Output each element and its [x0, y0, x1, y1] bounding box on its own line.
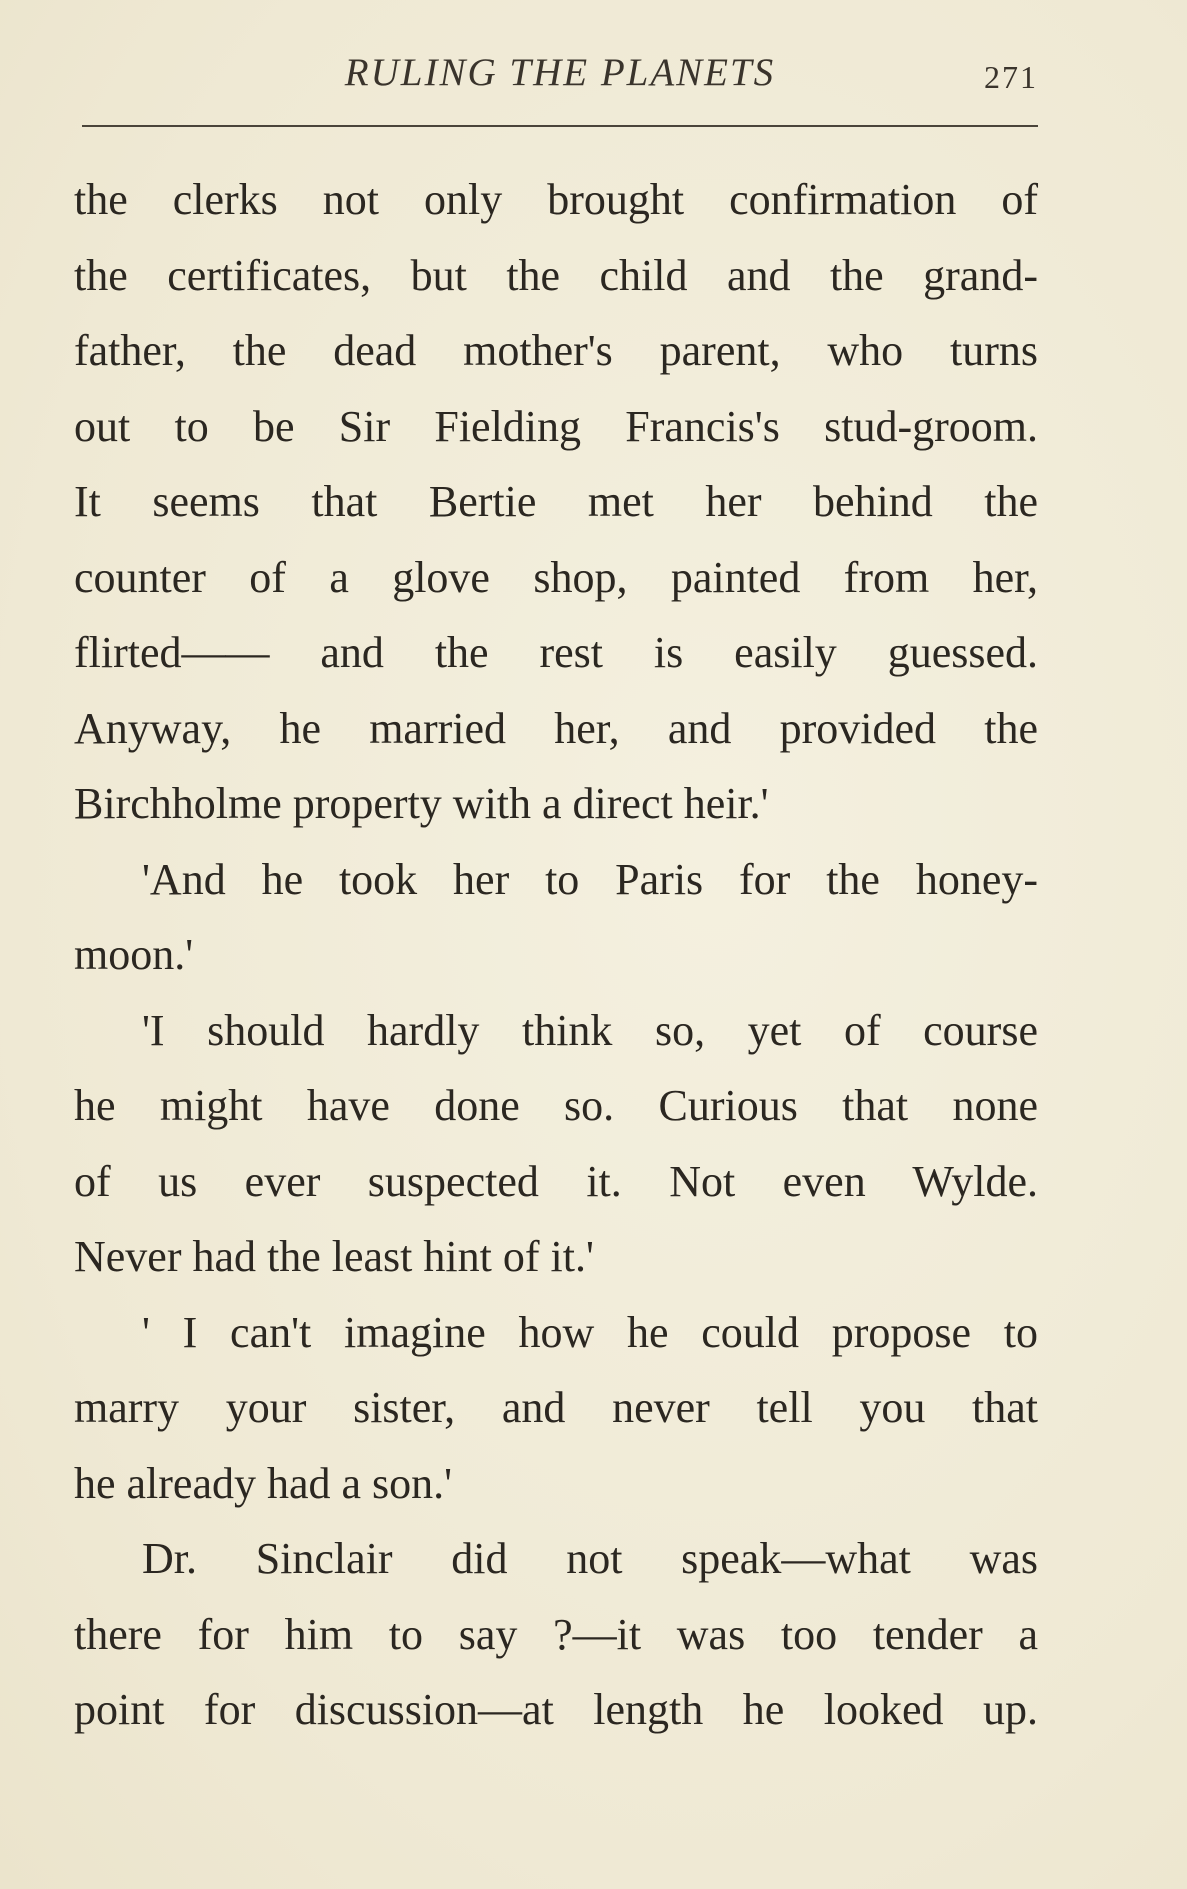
text-line: ' I can't imagine how he could propose to — [142, 1307, 1038, 1357]
text-line: It seems that Bertie met her behind the — [74, 477, 1038, 526]
text-line: there for him to say ?—it was too tender a — [74, 1609, 1038, 1659]
text-line: the certificates, but the child and the grand- — [74, 250, 1038, 300]
running-header — [82, 48, 1038, 98]
text-line: Dr. Sinclair did not speak—what was — [142, 1534, 1038, 1583]
text-line: out to be Sir Fielding Francis's stud-groom. — [74, 401, 1038, 451]
header-rule — [82, 125, 1038, 127]
running-title: RULING THE PLANETS — [344, 51, 776, 94]
text-line: he might have done so. Curious that none — [74, 1081, 1038, 1130]
text-line: 'I should hardly think so, yet of course — [142, 1005, 1038, 1055]
text-line: of us ever suspected it. Not even Wylde. — [74, 1156, 1038, 1206]
text-line: point for discussion—at length he looked up. — [74, 1685, 1038, 1734]
text-line: marry your sister, and never tell you that — [74, 1383, 1038, 1432]
text-line: the clerks not only brought confirmation of — [74, 175, 1038, 224]
page-number: 271 — [984, 59, 1038, 95]
text-line: Anyway, he married her, and provided the — [74, 703, 1038, 753]
text-line: father, the dead mother's parent, who turns — [74, 326, 1038, 375]
text-line: counter of a glove shop, painted from her, — [74, 552, 1038, 602]
body-text — [74, 162, 1038, 1748]
text-line: he already had a son.' — [74, 1458, 453, 1508]
text-line: Never had the least hint of it.' — [74, 1232, 594, 1281]
text-line: moon.' — [74, 930, 194, 979]
text-line: Birchholme property with a direct heir.' — [74, 779, 769, 828]
text-line: 'And he took her to Paris for the honey- — [142, 854, 1038, 904]
text-line: flirted—— and the rest is easily guessed. — [74, 628, 1038, 677]
